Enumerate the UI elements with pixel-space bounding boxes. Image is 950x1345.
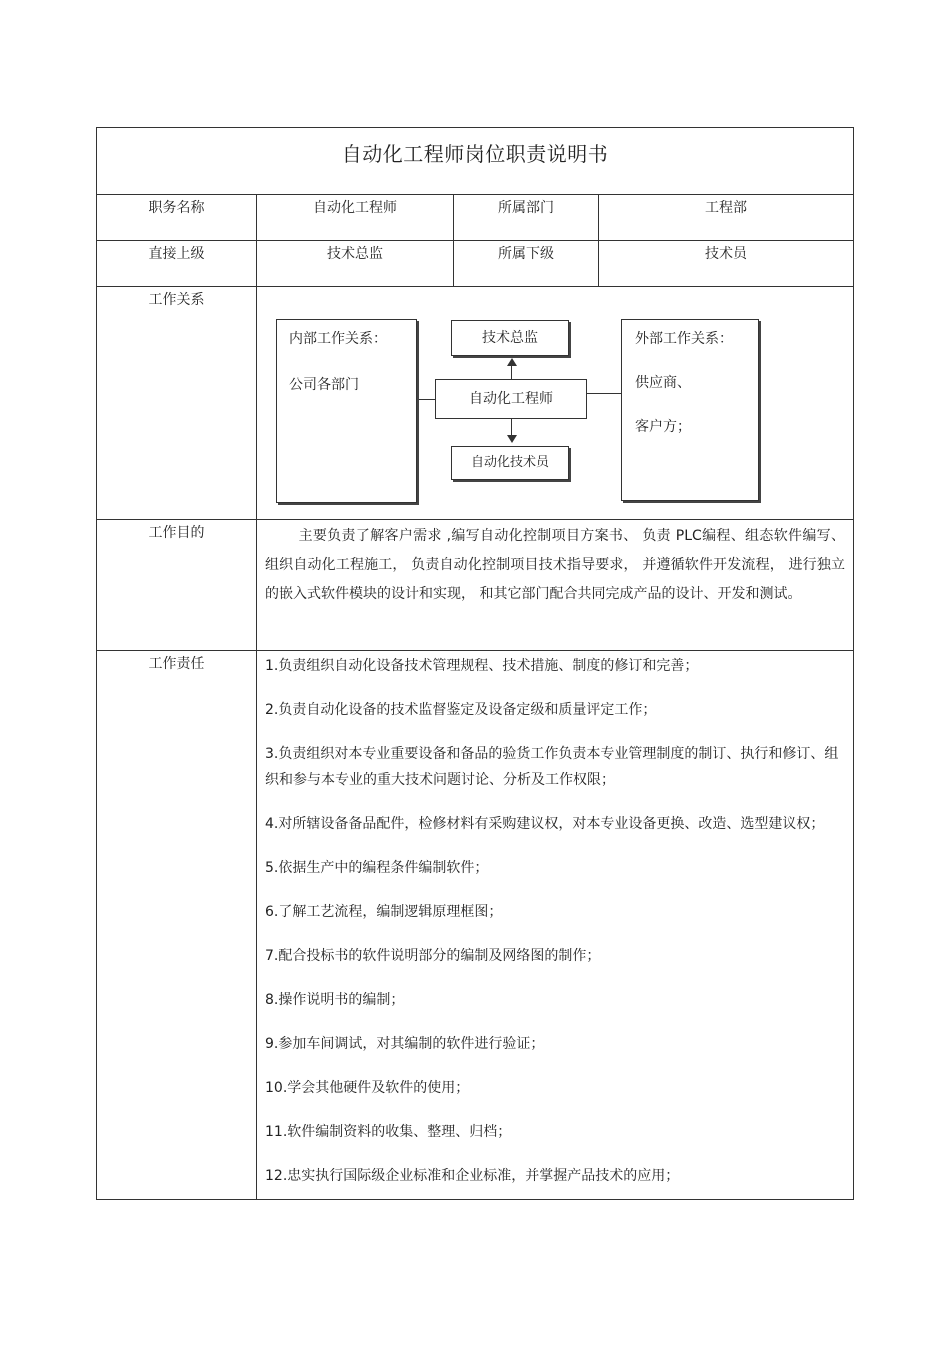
value-subordinate: 技术员 [599, 241, 854, 287]
duty-item: 1.负责组织自动化设备技术管理规程、技术措施、制度的修订和完善； [265, 658, 699, 674]
external-relations-item-1: 供应商、 [635, 375, 691, 391]
connector-down-line [511, 419, 512, 436]
value-direct-superior: 技术总监 [257, 241, 454, 287]
duty-item: 9.参加车间调试，对其编制的软件进行验证； [265, 1036, 545, 1052]
duty-item: 8.操作说明书的编制； [265, 992, 405, 1008]
purpose-row [97, 520, 854, 651]
bottom-box-automation-technician: 自动化技术员 [451, 446, 569, 480]
info-row-position [97, 195, 854, 241]
relations-row [97, 287, 854, 520]
external-relations-title: 外部工作关系： [635, 331, 733, 347]
duty-item: 5.依据生产中的编程条件编制软件； [265, 860, 489, 876]
duties-cell [257, 651, 854, 1200]
arrow-down-icon [507, 435, 517, 443]
duty-list [257, 651, 853, 1199]
internal-relations-box [276, 319, 417, 503]
label-work-purpose: 工作目的 [97, 520, 257, 651]
duty-item: 3.负责组织对本专业重要设备和备品的验货工作负责本专业管理制度的制订、执行和修订、组织和参与本专业的重大技术问题讨论、分析及工作权限； [265, 746, 839, 788]
connector-left [419, 399, 435, 400]
value-position-name: 自动化工程师 [257, 195, 454, 241]
center-box-automation-engineer: 自动化工程师 [435, 379, 587, 419]
label-department: 所属部门 [454, 195, 599, 241]
duty-item: 12.忠实执行国际级企业标准和企业标准，并掌握产品技术的应用； [265, 1168, 680, 1184]
relations-diagram [257, 287, 853, 519]
relations-diagram-cell [257, 287, 854, 520]
label-subordinate: 所属下级 [454, 241, 599, 287]
title-cell [97, 128, 854, 195]
internal-relations-title: 内部工作关系： [289, 331, 387, 347]
duty-item: 11.软件编制资料的收集、整理、归档； [265, 1124, 512, 1140]
external-relations-box [621, 319, 759, 501]
label-work-duties: 工作责任 [97, 651, 257, 1200]
internal-relations-item: 公司各部门 [289, 377, 359, 393]
top-box-technical-director: 技术总监 [451, 320, 569, 356]
connector-up-line [511, 365, 512, 379]
duty-item: 6.了解工艺流程，编制逻辑原理框图； [265, 904, 503, 920]
connector-right [587, 393, 621, 394]
info-row-superior [97, 241, 854, 287]
label-position-name: 职务名称 [97, 195, 257, 241]
duty-item: 7.配合投标书的软件说明部分的编制及网络图的制作； [265, 948, 601, 964]
external-relations-item-2: 客户方； [635, 419, 691, 435]
arrow-up-icon [507, 358, 517, 366]
purpose-cell [257, 520, 854, 651]
duty-item: 4.对所辖设备备品配件，检修材料有采购建议权，对本专业设备更换、改造、选型建议权； [265, 816, 825, 832]
duty-item: 10.学会其他硬件及软件的使用； [265, 1080, 470, 1096]
duties-row [97, 651, 854, 1200]
document-title: 自动化工程师岗位职责说明书 [341, 142, 609, 166]
value-department: 工程部 [599, 195, 854, 241]
job-description-table [96, 127, 854, 1200]
label-work-relations: 工作关系 [97, 287, 257, 520]
purpose-text: 主要负责了解客户需求 ,编写自动化控制项目方案书、 负责 PLC编程、组态软件编写、组织自动化工程施工， 负责自动化控制项目技术指导要求， 并遵循软件开发流程， 进行独立的嵌入式软件模块的设计和实现， 和其它部门配合共同完成产品的设计、开发和测试。 [265, 528, 845, 602]
label-direct-superior: 直接上级 [97, 241, 257, 287]
duty-item: 2.负责自动化设备的技术监督鉴定及设备定级和质量评定工作； [265, 702, 657, 718]
